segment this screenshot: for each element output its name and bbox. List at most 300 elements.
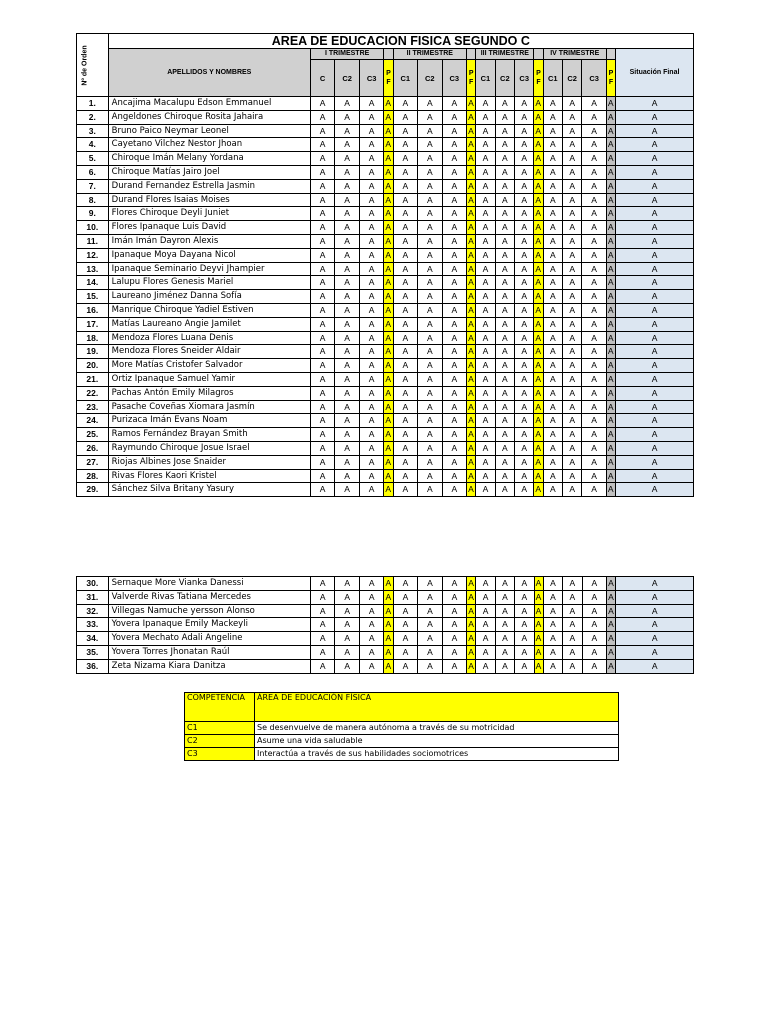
grade-cell: A	[393, 632, 418, 646]
student-name: Zeta Nizama Kiara Danitza	[108, 659, 310, 673]
competency-col-header: C1	[393, 60, 418, 97]
final-grade-cell: A	[467, 441, 476, 455]
grade-cell: A	[563, 262, 582, 276]
student-name: Villegas Namuche yersson Alonso	[108, 604, 310, 618]
final-grade-cell: A	[606, 303, 615, 317]
order-number: 8.	[77, 193, 109, 207]
grade-cell: A	[442, 290, 467, 304]
final-grade-cell: A	[384, 604, 393, 618]
grade-cell: A	[543, 331, 562, 345]
grade-cell: A	[476, 165, 495, 179]
grade-cell: A	[442, 469, 467, 483]
grade-cell: A	[543, 414, 562, 428]
grade-cell: A	[495, 359, 514, 373]
grade-cell: A	[582, 317, 607, 331]
grade-cell: A	[393, 618, 418, 632]
final-grade-cell: A	[384, 303, 393, 317]
final-status-cell: A	[616, 179, 694, 193]
final-grade-cell: A	[384, 138, 393, 152]
final-grade-cell: A	[606, 400, 615, 414]
final-grade-cell: A	[384, 428, 393, 442]
grade-cell: A	[563, 276, 582, 290]
grade-cell: A	[563, 124, 582, 138]
grade-cell: A	[495, 428, 514, 442]
grade-cell: A	[393, 455, 418, 469]
grade-cell: A	[582, 604, 607, 618]
grade-cell: A	[418, 659, 443, 673]
grade-cell: A	[393, 110, 418, 124]
grade-cell: A	[310, 345, 335, 359]
grade-cell: A	[442, 632, 467, 646]
grade-cell: A	[335, 414, 360, 428]
final-grade-cell: A	[384, 632, 393, 646]
student-name: Flores Chiroque Deyli Juniet	[108, 207, 310, 221]
grade-cell: A	[476, 97, 495, 111]
grade-cell: A	[310, 659, 335, 673]
grade-cell: A	[582, 331, 607, 345]
grade-cell: A	[543, 165, 562, 179]
grade-cell: A	[335, 645, 360, 659]
grade-cell: A	[335, 428, 360, 442]
order-number: 16.	[77, 303, 109, 317]
grade-cell: A	[359, 441, 384, 455]
table-row	[77, 659, 694, 673]
table-row	[77, 138, 694, 152]
final-status-cell: A	[616, 359, 694, 373]
final-grade-col-header: P F	[606, 60, 615, 97]
grade-cell: A	[495, 124, 514, 138]
grade-cell: A	[543, 604, 562, 618]
grade-cell: A	[582, 618, 607, 632]
grade-cell: A	[563, 577, 582, 591]
grade-cell: A	[543, 632, 562, 646]
final-grade-cell: A	[606, 138, 615, 152]
grade-cell: A	[515, 331, 534, 345]
grade-cell: A	[582, 455, 607, 469]
grade-cell: A	[310, 359, 335, 373]
grade-cell: A	[563, 372, 582, 386]
student-name: Sernaque More Vianka Danessi	[108, 577, 310, 591]
grade-cell: A	[359, 290, 384, 304]
table-row	[77, 372, 694, 386]
grade-cell: A	[393, 303, 418, 317]
grade-cell: A	[442, 659, 467, 673]
student-name: Durand Fernandez Estrella Jasmin	[108, 179, 310, 193]
grade-cell: A	[563, 455, 582, 469]
grade-cell: A	[418, 138, 443, 152]
grade-cell: A	[476, 645, 495, 659]
grade-cell: A	[418, 441, 443, 455]
grade-cell: A	[393, 317, 418, 331]
final-grade-cell: A	[467, 179, 476, 193]
final-grade-cell: A	[606, 469, 615, 483]
final-grade-cell: A	[606, 414, 615, 428]
grade-cell: A	[515, 372, 534, 386]
grade-cell: A	[359, 577, 384, 591]
final-grade-cell: A	[606, 359, 615, 373]
final-grade-cell: A	[534, 577, 543, 591]
final-grade-cell: A	[467, 577, 476, 591]
grade-cell: A	[335, 386, 360, 400]
final-grade-cell: A	[606, 317, 615, 331]
table-row	[77, 428, 694, 442]
final-grade-cell: A	[534, 483, 543, 497]
grade-cell: A	[563, 345, 582, 359]
order-number: 33.	[77, 618, 109, 632]
final-grade-cell: A	[384, 590, 393, 604]
order-number: 26.	[77, 441, 109, 455]
student-name: Purizaca Imán Evans Noam	[108, 414, 310, 428]
grade-cell: A	[495, 193, 514, 207]
grade-cell: A	[582, 248, 607, 262]
legend-description: Se desenvuelve de manera autónoma a través de su motricidad	[255, 722, 619, 735]
grade-cell: A	[442, 138, 467, 152]
table-row	[77, 290, 694, 304]
final-grade-cell: A	[534, 124, 543, 138]
grade-cell: A	[442, 441, 467, 455]
final-grade-cell: A	[467, 414, 476, 428]
grade-cell: A	[515, 577, 534, 591]
grade-cell: A	[543, 400, 562, 414]
grade-cell: A	[495, 110, 514, 124]
order-number: 9.	[77, 207, 109, 221]
final-grade-cell: A	[384, 359, 393, 373]
grade-cell: A	[543, 618, 562, 632]
final-status-cell: A	[616, 138, 694, 152]
grade-cell: A	[418, 262, 443, 276]
grade-cell: A	[442, 428, 467, 442]
grade-cell: A	[543, 455, 562, 469]
final-grade-cell: A	[467, 124, 476, 138]
grade-cell: A	[393, 152, 418, 166]
grade-cell: A	[335, 441, 360, 455]
grade-cell: A	[359, 645, 384, 659]
student-name: Yovera Torres Jhonatan Raúl	[108, 645, 310, 659]
final-grade-cell: A	[607, 590, 616, 604]
grade-cell: A	[359, 345, 384, 359]
grade-cell: A	[543, 386, 562, 400]
grade-cell: A	[515, 455, 534, 469]
table-row	[77, 618, 694, 632]
grade-cell: A	[359, 193, 384, 207]
grade-cell: A	[335, 262, 360, 276]
student-name: Lalupu Flores Genesis Mariel	[108, 276, 310, 290]
grade-cell: A	[563, 441, 582, 455]
order-number: 2.	[77, 110, 109, 124]
table-row	[77, 469, 694, 483]
grade-cell: A	[393, 577, 418, 591]
grade-cell: A	[543, 124, 562, 138]
student-name: Yovera Mechato Adali Angeline	[108, 632, 310, 646]
final-grade-cell: A	[467, 372, 476, 386]
final-grade-cell: A	[534, 469, 543, 483]
grade-cell: A	[359, 372, 384, 386]
grade-cell: A	[442, 248, 467, 262]
grade-cell: A	[476, 221, 495, 235]
final-grade-cell: A	[467, 152, 476, 166]
grade-cell: A	[335, 221, 360, 235]
legend-row	[185, 748, 619, 761]
order-number: 34.	[77, 632, 109, 646]
final-grade-cell: A	[467, 645, 476, 659]
grade-cell: A	[393, 331, 418, 345]
grade-cell: A	[442, 207, 467, 221]
grade-cell: A	[515, 207, 534, 221]
final-grade-cell: A	[467, 359, 476, 373]
grade-cell: A	[442, 221, 467, 235]
trimester-header-spacer	[606, 49, 615, 60]
grades-table-continued	[76, 576, 694, 674]
grade-cell: A	[563, 193, 582, 207]
grade-cell: A	[442, 386, 467, 400]
grade-cell: A	[442, 193, 467, 207]
grade-cell: A	[418, 179, 443, 193]
order-number: 29.	[77, 483, 109, 497]
final-status-cell: A	[616, 441, 694, 455]
grade-cell: A	[335, 577, 360, 591]
grade-cell: A	[515, 590, 534, 604]
grade-cell: A	[476, 317, 495, 331]
grade-cell: A	[563, 179, 582, 193]
final-grade-cell: A	[467, 138, 476, 152]
final-grade-cell: A	[384, 221, 393, 235]
grade-cell: A	[582, 207, 607, 221]
grade-cell: A	[359, 400, 384, 414]
grade-cell: A	[310, 428, 335, 442]
grade-cell: A	[582, 124, 607, 138]
table-row	[77, 400, 694, 414]
final-grade-cell: A	[384, 165, 393, 179]
grade-cell: A	[335, 207, 360, 221]
grade-cell: A	[393, 400, 418, 414]
grade-cell: A	[582, 138, 607, 152]
grade-cell: A	[515, 152, 534, 166]
grade-cell: A	[563, 483, 582, 497]
final-grade-cell: A	[534, 165, 543, 179]
final-grade-cell: A	[467, 469, 476, 483]
final-grade-cell: A	[534, 645, 543, 659]
grade-cell: A	[359, 618, 384, 632]
grade-cell: A	[495, 469, 514, 483]
grade-cell: A	[310, 331, 335, 345]
grade-cell: A	[335, 632, 360, 646]
final-grade-cell: A	[534, 248, 543, 262]
grade-cell: A	[393, 165, 418, 179]
final-grade-cell: A	[534, 604, 543, 618]
grade-cell: A	[442, 455, 467, 469]
final-status-cell: A	[616, 469, 694, 483]
grade-cell: A	[476, 152, 495, 166]
grade-cell: A	[476, 110, 495, 124]
grade-cell: A	[393, 428, 418, 442]
final-grade-cell: A	[384, 345, 393, 359]
legend-code: C3	[185, 748, 255, 761]
final-grade-cell: A	[384, 577, 393, 591]
grade-cell: A	[359, 632, 384, 646]
grade-cell: A	[476, 290, 495, 304]
order-number-header	[77, 34, 109, 97]
grade-cell: A	[335, 152, 360, 166]
final-grade-cell: A	[384, 483, 393, 497]
table-row	[77, 165, 694, 179]
grade-cell: A	[418, 193, 443, 207]
final-grade-cell: A	[384, 97, 393, 111]
final-grade-cell: A	[606, 124, 615, 138]
grade-cell: A	[335, 179, 360, 193]
student-name: Durand Flores Isaias Moises	[108, 193, 310, 207]
trimester-header-spacer	[534, 49, 543, 60]
grade-cell: A	[476, 359, 495, 373]
student-name: Pachas Antón Emily Milagros	[108, 386, 310, 400]
grade-cell: A	[515, 110, 534, 124]
grade-cell: A	[495, 276, 514, 290]
final-grade-cell: A	[384, 262, 393, 276]
grade-cell: A	[359, 331, 384, 345]
grade-cell: A	[563, 645, 582, 659]
grade-cell: A	[310, 317, 335, 331]
final-status-cell: A	[616, 386, 694, 400]
trimester-header-spacer	[384, 49, 393, 60]
competency-col-header: C3	[515, 60, 534, 97]
grade-cell: A	[543, 138, 562, 152]
grade-cell: A	[476, 469, 495, 483]
final-grade-cell: A	[467, 248, 476, 262]
grade-cell: A	[442, 179, 467, 193]
grade-cell: A	[359, 262, 384, 276]
grade-cell: A	[563, 234, 582, 248]
final-grade-col-header: P F	[534, 60, 543, 97]
legend-row	[185, 722, 619, 735]
grade-cell: A	[310, 290, 335, 304]
table-row	[77, 317, 694, 331]
final-grade-cell: A	[467, 303, 476, 317]
final-status-cell: A	[616, 590, 694, 604]
final-grade-cell: A	[606, 372, 615, 386]
grade-cell: A	[310, 179, 335, 193]
order-number: 24.	[77, 414, 109, 428]
grade-cell: A	[495, 207, 514, 221]
grade-cell: A	[418, 317, 443, 331]
grade-cell: A	[418, 400, 443, 414]
grade-cell: A	[495, 632, 514, 646]
final-status-cell: A	[616, 110, 694, 124]
order-number: 19.	[77, 345, 109, 359]
grade-cell: A	[335, 469, 360, 483]
final-grade-cell: A	[384, 414, 393, 428]
grade-cell: A	[563, 248, 582, 262]
grade-cell: A	[359, 414, 384, 428]
grade-cell: A	[515, 234, 534, 248]
grade-cell: A	[543, 372, 562, 386]
grade-cell: A	[515, 179, 534, 193]
grade-cell: A	[515, 441, 534, 455]
grade-cell: A	[310, 207, 335, 221]
grade-cell: A	[495, 345, 514, 359]
final-status-cell: A	[616, 414, 694, 428]
table-row	[77, 645, 694, 659]
final-grade-cell: A	[467, 590, 476, 604]
student-name: Chiroque Matías Jairo Joel	[108, 165, 310, 179]
final-grade-cell: A	[467, 331, 476, 345]
grade-cell: A	[495, 645, 514, 659]
grade-cell: A	[310, 400, 335, 414]
order-number: 22.	[77, 386, 109, 400]
grade-cell: A	[335, 110, 360, 124]
grade-cell: A	[310, 124, 335, 138]
grade-cell: A	[335, 400, 360, 414]
final-grade-cell: A	[384, 110, 393, 124]
student-name: Flores Ipanaque Luis David	[108, 221, 310, 235]
grade-cell: A	[393, 483, 418, 497]
grade-cell: A	[563, 207, 582, 221]
grade-cell: A	[335, 317, 360, 331]
order-number: 10.	[77, 221, 109, 235]
grade-cell: A	[393, 590, 418, 604]
grade-cell: A	[418, 331, 443, 345]
student-name: Cayetano Vilchez Nestor Jhoan	[108, 138, 310, 152]
grade-cell: A	[495, 618, 514, 632]
grade-cell: A	[543, 645, 562, 659]
grade-cell: A	[393, 97, 418, 111]
grade-cell: A	[310, 248, 335, 262]
grade-cell: A	[543, 483, 562, 497]
grade-cell: A	[418, 97, 443, 111]
final-status-cell: A	[616, 248, 694, 262]
grade-cell: A	[393, 221, 418, 235]
table-row	[77, 262, 694, 276]
grade-cell: A	[359, 248, 384, 262]
grade-cell: A	[335, 97, 360, 111]
order-number: 6.	[77, 165, 109, 179]
final-status-cell: A	[616, 152, 694, 166]
grade-cell: A	[582, 193, 607, 207]
grade-cell: A	[310, 645, 335, 659]
student-name: Mendoza Flores Sneider Aldair	[108, 345, 310, 359]
grade-cell: A	[582, 152, 607, 166]
grade-cell: A	[418, 590, 443, 604]
grade-cell: A	[476, 234, 495, 248]
grade-cell: A	[495, 414, 514, 428]
grade-cell: A	[335, 618, 360, 632]
grade-cell: A	[495, 483, 514, 497]
student-name: Ortiz Ipanaque Samuel Yamir	[108, 372, 310, 386]
trimester-header-3: III TRIMESTRE	[476, 49, 534, 60]
trimester-header-4: IV TRIMESTRE	[543, 49, 606, 60]
grade-cell: A	[418, 632, 443, 646]
grade-cell: A	[515, 262, 534, 276]
grade-cell: A	[543, 179, 562, 193]
final-grade-cell: A	[534, 331, 543, 345]
final-status-cell: A	[616, 345, 694, 359]
final-status-cell: A	[616, 604, 694, 618]
final-status-cell: A	[616, 317, 694, 331]
grade-cell: A	[418, 248, 443, 262]
grade-cell: A	[359, 276, 384, 290]
grade-cell: A	[495, 248, 514, 262]
order-number: 36.	[77, 659, 109, 673]
order-number: 25.	[77, 428, 109, 442]
final-status-cell: A	[616, 262, 694, 276]
final-grade-cell: A	[534, 317, 543, 331]
final-grade-cell: A	[606, 428, 615, 442]
grade-cell: A	[393, 248, 418, 262]
grade-cell: A	[563, 359, 582, 373]
order-number: 30.	[77, 577, 109, 591]
grade-cell: A	[543, 345, 562, 359]
grade-cell: A	[476, 207, 495, 221]
final-grade-col-header: P F	[467, 60, 476, 97]
grade-cell: A	[359, 152, 384, 166]
